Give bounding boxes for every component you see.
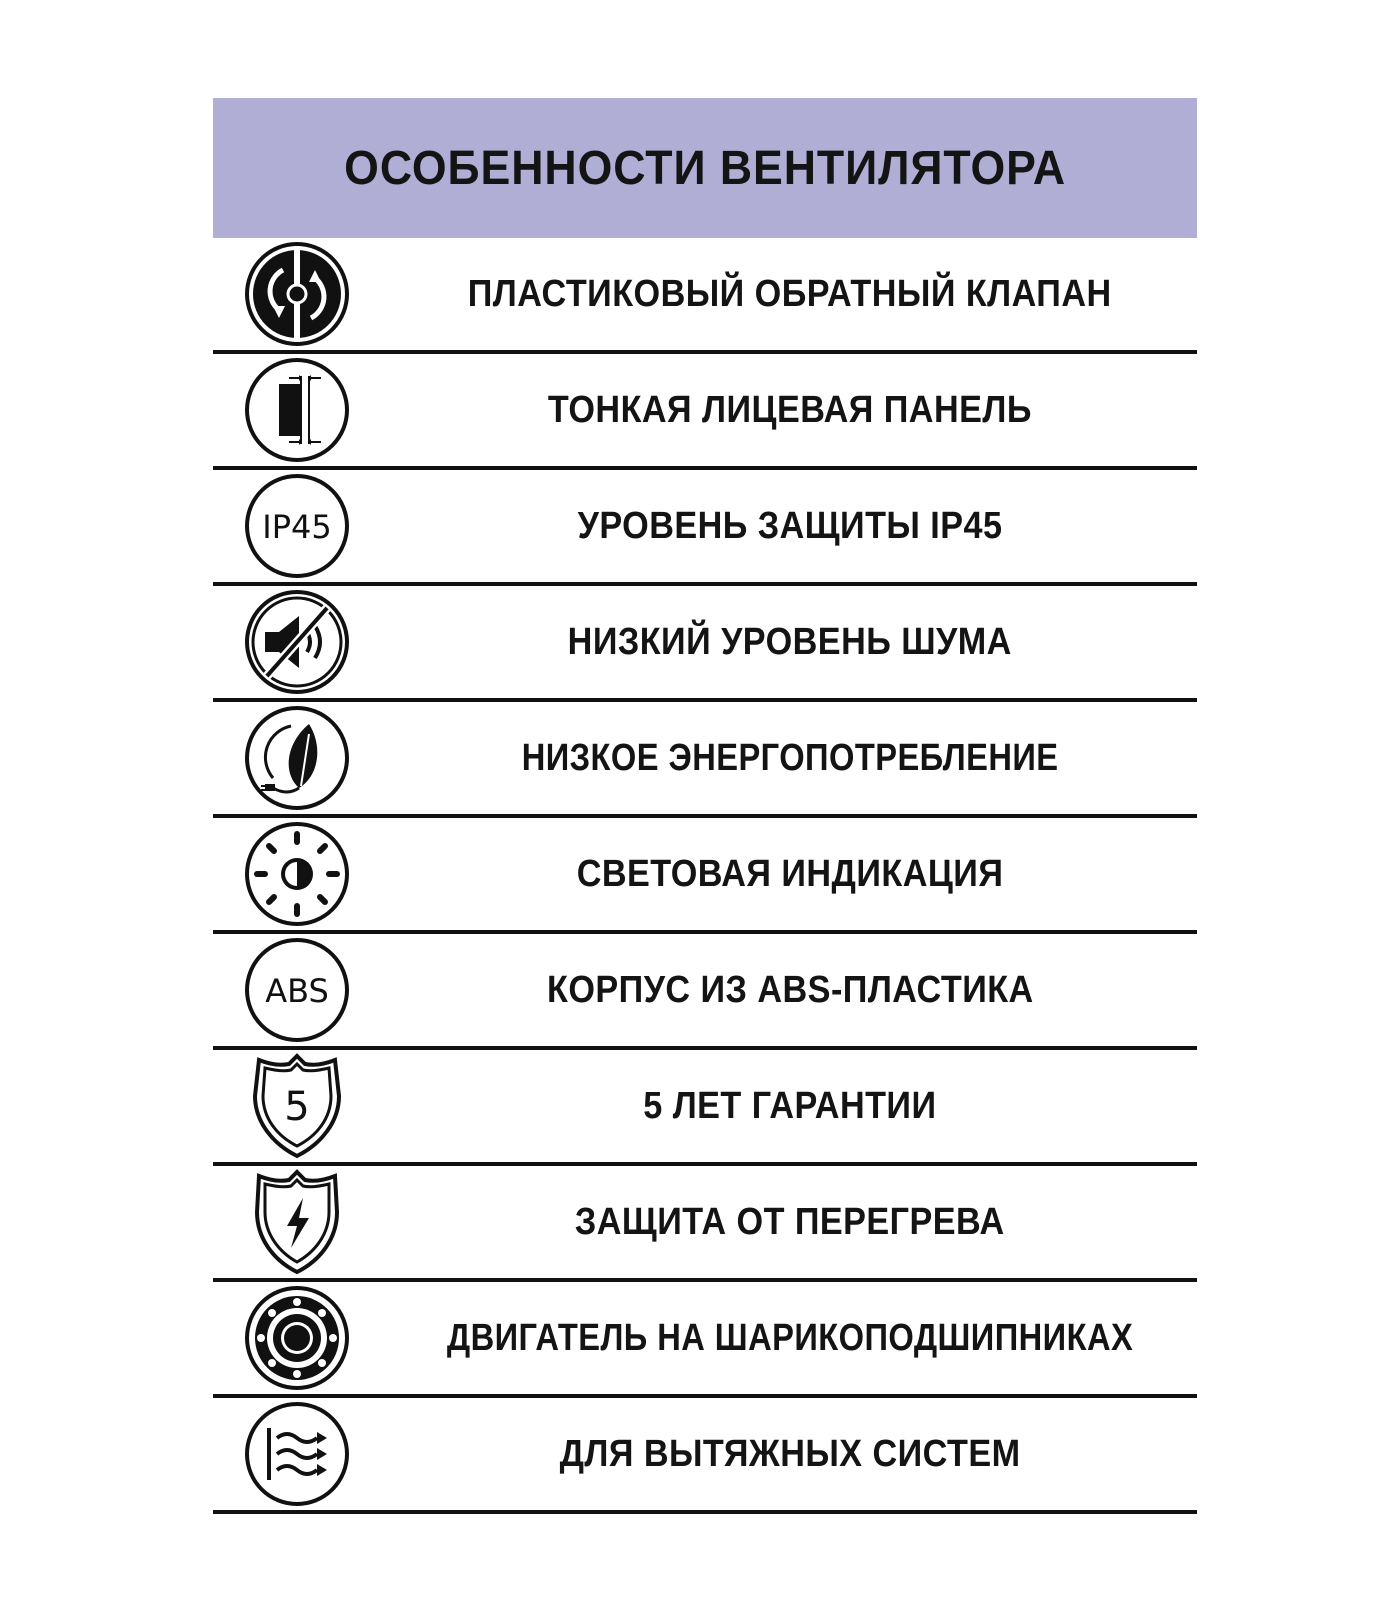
feature-row <box>213 1398 1197 1514</box>
ip45-icon-text: IP45 <box>262 508 332 546</box>
overheat-shield-icon <box>243 1168 351 1276</box>
leaf-plug-icon <box>243 704 351 812</box>
feature-label: 5 ЛЕТ ГАРАНТИИ <box>643 1084 937 1127</box>
feature-row <box>213 1166 1197 1282</box>
feature-row <box>213 238 1197 354</box>
feature-label: НИЗКОЕ ЭНЕРГОПОТРЕБЛЕНИЕ <box>521 736 1059 779</box>
check-valve-icon <box>243 240 351 348</box>
low-noise-icon <box>243 588 351 696</box>
thin-panel-icon <box>243 356 351 464</box>
feature-row <box>213 934 1197 1050</box>
feature-row <box>213 1282 1197 1398</box>
feature-label: СВЕТОВАЯ ИНДИКАЦИЯ <box>576 852 1004 895</box>
feature-label: ПЛАСТИКОВЫЙ ОБРАТНЫЙ КЛАПАН <box>468 272 1112 315</box>
feature-label: ЗАЩИТА ОТ ПЕРЕГРЕВА <box>575 1200 1005 1243</box>
feature-label: ДЛЯ ВЫТЯЖНЫХ СИСТЕМ <box>559 1432 1021 1475</box>
ip45-icon <box>243 472 351 580</box>
feature-label: КОРПУС ИЗ ABS-ПЛАСТИКА <box>546 968 1034 1011</box>
feature-label: УРОВЕНЬ ЗАЩИТЫ IP45 <box>577 504 1003 547</box>
abs-icon <box>243 936 351 1044</box>
ball-bearing-icon <box>243 1284 351 1392</box>
abs-icon-text: ABS <box>265 972 329 1010</box>
light-indicator-icon <box>243 820 351 928</box>
feature-label: ТОНКАЯ ЛИЦЕВАЯ ПАНЕЛЬ <box>548 388 1032 431</box>
warranty-shield-icon <box>243 1052 351 1160</box>
exhaust-airflow-icon <box>243 1400 351 1508</box>
feature-row <box>213 586 1197 702</box>
feature-row <box>213 470 1197 586</box>
feature-label: ДВИГАТЕЛЬ НА ШАРИКОПОДШИПНИКАХ <box>446 1316 1134 1359</box>
features-card <box>213 98 1197 1514</box>
feature-row <box>213 1050 1197 1166</box>
feature-label: НИЗКИЙ УРОВЕНЬ ШУМА <box>567 620 1013 663</box>
header-banner <box>213 98 1197 238</box>
warranty-shield-number: 5 <box>284 1084 310 1130</box>
feature-row <box>213 702 1197 818</box>
feature-row <box>213 818 1197 934</box>
feature-row <box>213 354 1197 470</box>
page-title: ОСОБЕННОСТИ ВЕНТИЛЯТОРА <box>344 141 1066 195</box>
